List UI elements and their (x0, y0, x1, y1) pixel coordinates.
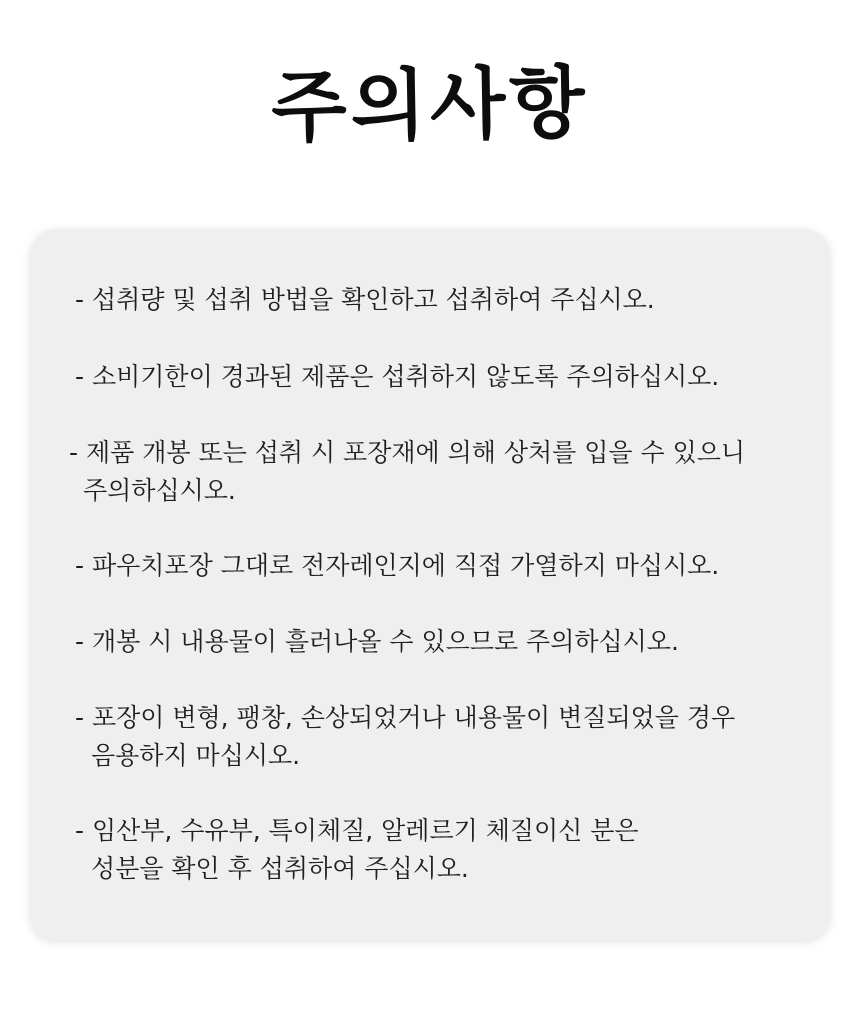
notice-card (30, 229, 830, 940)
page-title: 주의사항 (270, 57, 590, 154)
notice-line: 음용하지 마십시오. (91, 741, 301, 770)
notice-line: - 제품 개봉 또는 섭취 시 포장재에 의해 상처를 입을 수 있으니 (69, 438, 746, 467)
notice-item (75, 623, 679, 661)
notice-item (75, 699, 735, 775)
notice-item (75, 358, 719, 396)
notice-line: 주의하십시오. (83, 476, 236, 505)
notice-line: 성분을 확인 후 섭취하여 주십시오. (91, 854, 469, 883)
notice-line: - 포장이 변형, 팽창, 손상되었거나 내용물이 변질되었을 경우 (75, 703, 736, 732)
notice-item (69, 434, 745, 510)
notice-item (75, 281, 655, 319)
notice-line: - 소비기한이 경과된 제품은 섭취하지 않도록 주의하십시오. (75, 362, 720, 391)
notice-line: - 파우치포장 그대로 전자레인지에 직접 가열하지 마십시오. (75, 551, 720, 580)
notice-item (75, 812, 639, 888)
notice-line: - 임산부, 수유부, 특이체질, 알레르기 체질이신 분은 (75, 816, 639, 845)
notice-item (75, 547, 719, 585)
notice-line: - 개봉 시 내용물이 흘러나올 수 있으므로 주의하십시오. (75, 627, 679, 656)
notice-line: - 섭취량 및 섭취 방법을 확인하고 섭취하여 주십시오. (75, 285, 655, 314)
